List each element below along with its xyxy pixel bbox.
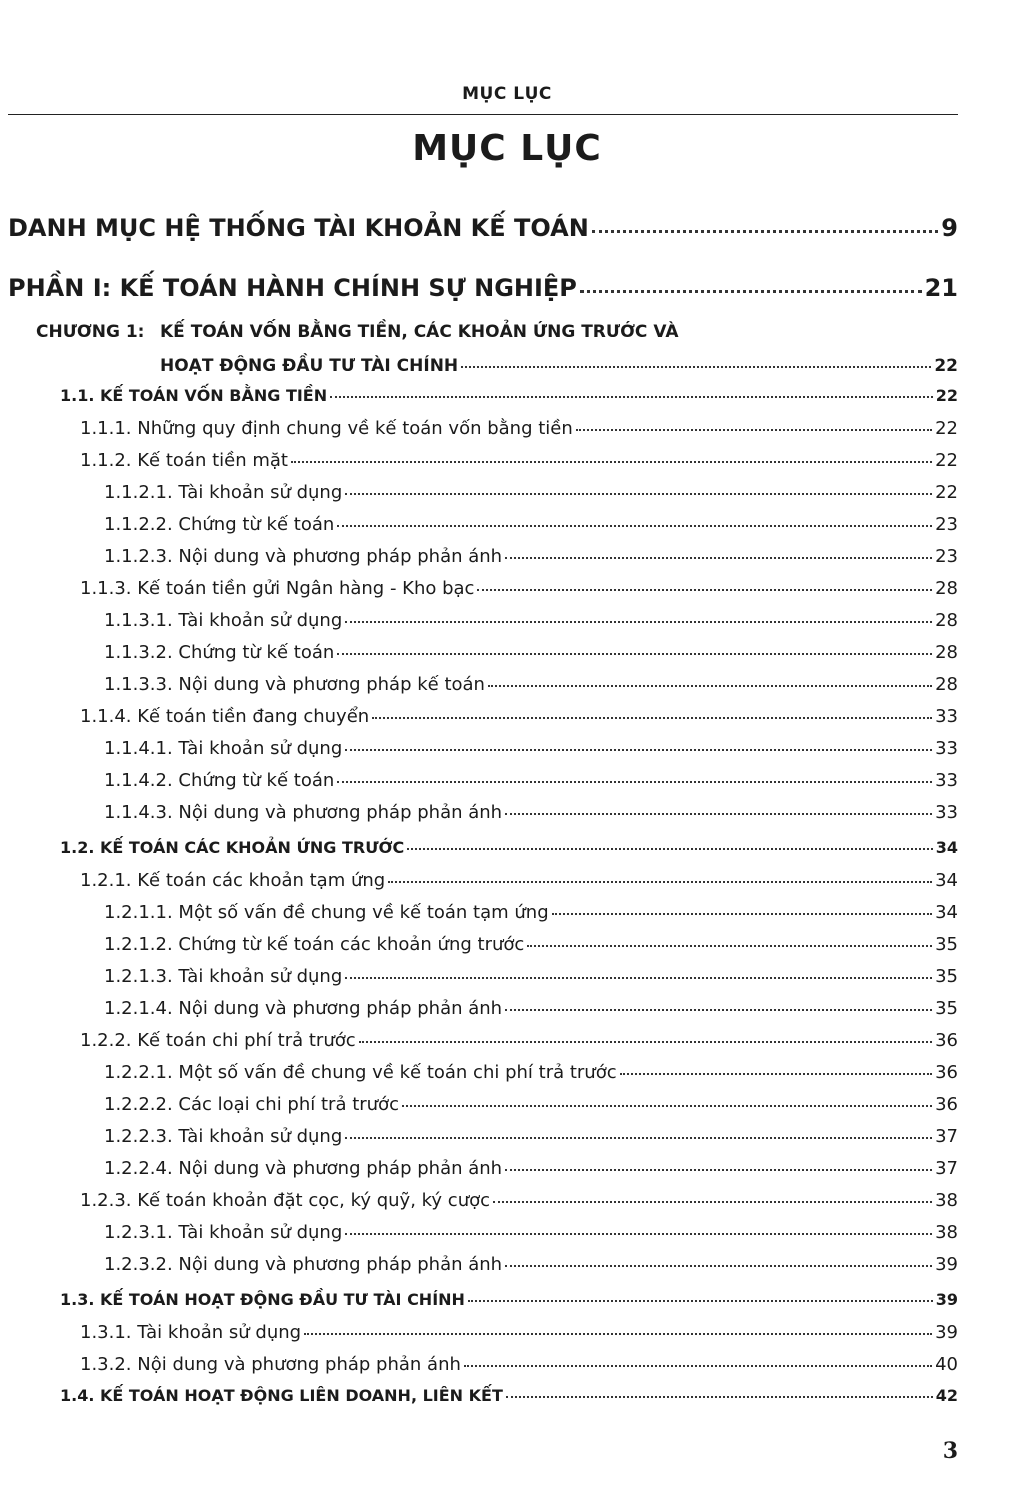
dot-leader — [576, 428, 932, 431]
toc-entry-page: 28 — [935, 578, 958, 599]
toc-entry-title: 1.2.3. Kế toán khoản đặt cọc, ký quỹ, ký cược — [80, 1190, 491, 1211]
toc-entry-page: 33 — [935, 802, 958, 823]
dot-leader — [345, 976, 932, 979]
toc-entry-page: 23 — [935, 514, 958, 535]
dot-leader — [359, 1040, 932, 1043]
toc-entry-page: 22 — [935, 386, 958, 405]
chapter-1-prefix: CHƯƠNG 1: — [36, 322, 145, 342]
toc-entry — [104, 610, 958, 631]
toc-entry — [104, 902, 958, 923]
dot-leader — [372, 716, 932, 719]
toc-entry-title: 1.1.3.3. Nội dung và phương pháp kế toán — [104, 674, 485, 695]
toc-entry — [80, 418, 958, 439]
toc-entry-page: 37 — [935, 1158, 958, 1179]
toc-entry — [104, 514, 958, 535]
toc-entry — [104, 934, 958, 955]
toc-entry-title: 1.1.4.1. Tài khoản sử dụng — [104, 738, 343, 759]
toc-entry-page: 28 — [935, 610, 958, 631]
dot-leader — [505, 1264, 932, 1267]
page-title: MỤC LỤC — [412, 128, 602, 169]
dot-leader — [592, 229, 938, 233]
toc-entry-title: 1.2.2.2. Các loại chi phí trả trước — [104, 1094, 399, 1115]
toc-entry-page: 22 — [935, 418, 958, 439]
toc-entry-title: 1.1.3.1. Tài khoản sử dụng — [104, 610, 343, 631]
chapter-1-page: 22 — [934, 356, 958, 376]
toc-entry-title: 1.2.1.2. Chứng từ kế toán các khoản ứng trước — [104, 934, 525, 955]
dot-leader — [505, 812, 932, 815]
toc-entry — [60, 838, 958, 857]
dot-leader — [477, 588, 932, 591]
toc-entry-page: 37 — [935, 1126, 958, 1147]
toc-entry-page: 22 — [935, 450, 958, 471]
toc-entry-page: 22 — [935, 482, 958, 503]
chapter-1-title-line1: KẾ TOÁN VỐN BẰNG TIỀN, CÁC KHOẢN ỨNG TRƯỚC VÀ — [160, 322, 679, 342]
toc-entry-page: 36 — [935, 1062, 958, 1083]
toc-entry-title: PHẦN I: KẾ TOÁN HÀNH CHÍNH SỰ NGHIỆP — [8, 274, 577, 302]
toc-entry-title: 1.3. KẾ TOÁN HOẠT ĐỘNG ĐẦU TƯ TÀI CHÍNH — [60, 1290, 465, 1309]
toc-entry-title: 1.1.2.2. Chứng từ kế toán — [104, 514, 335, 535]
toc-entry-page: 35 — [935, 966, 958, 987]
toc-entry — [60, 386, 958, 405]
toc-entry — [104, 966, 958, 987]
toc-entry-title: 1.1.2.1. Tài khoản sử dụng — [104, 482, 343, 503]
toc-entry — [104, 674, 958, 695]
toc-entry — [60, 1386, 958, 1405]
toc-entry-page: 33 — [935, 770, 958, 791]
toc-entry — [80, 578, 958, 599]
dot-leader — [345, 1232, 932, 1235]
toc-entry-title: 1.1. KẾ TOÁN VỐN BẰNG TIỀN — [60, 386, 328, 405]
toc-entry-page: 23 — [935, 546, 958, 567]
dot-leader — [464, 1364, 932, 1367]
toc-entry-title: DANH MỤC HỆ THỐNG TÀI KHOẢN KẾ TOÁN — [8, 214, 589, 242]
toc-entry-page: 38 — [935, 1222, 958, 1243]
toc-entry — [8, 274, 958, 302]
dot-leader — [304, 1332, 932, 1335]
dot-leader — [488, 684, 932, 687]
toc-entry-page: 33 — [935, 738, 958, 759]
toc-entry — [80, 706, 958, 727]
dot-leader — [552, 912, 932, 915]
toc-entry-title: 1.1.1. Những quy định chung về kế toán vốn bằng tiền — [80, 418, 573, 439]
toc-entry — [104, 802, 958, 823]
toc-entry-title: 1.2.1.3. Tài khoản sử dụng — [104, 966, 343, 987]
toc-entry — [80, 1190, 958, 1211]
dot-leader — [291, 460, 932, 463]
dot-leader — [337, 524, 932, 527]
dot-leader — [580, 289, 922, 293]
toc-entry-title: 1.1.4. Kế toán tiền đang chuyển — [80, 706, 370, 727]
toc-entry — [80, 1354, 958, 1375]
toc-entry-title: 1.3.2. Nội dung và phương pháp phản ánh — [80, 1354, 461, 1375]
toc-entry-page: 28 — [935, 674, 958, 695]
toc-entry — [104, 1062, 958, 1083]
dot-leader — [505, 1168, 932, 1171]
toc-entry — [104, 998, 958, 1019]
toc-entry-title: 1.2.1. Kế toán các khoản tạm ứng — [80, 870, 386, 891]
dot-leader — [337, 780, 932, 783]
toc-entry — [60, 1290, 958, 1309]
toc-entry-title: 1.2.1.1. Một số vấn đề chung về kế toán tạm ứng — [104, 902, 549, 923]
dot-leader — [620, 1072, 932, 1075]
dot-leader — [506, 1395, 933, 1398]
toc-entry-page: 39 — [935, 1290, 958, 1309]
toc-entry — [104, 770, 958, 791]
toc-entry — [104, 1158, 958, 1179]
toc-entry-title: 1.1.2.3. Nội dung và phương pháp phản ánh — [104, 546, 503, 567]
toc-entry — [104, 1094, 958, 1115]
toc-entry-page: 34 — [935, 902, 958, 923]
toc-entry — [104, 642, 958, 663]
toc-entry — [80, 870, 958, 891]
toc-entry-title: 1.2.1.4. Nội dung và phương pháp phản ánh — [104, 998, 503, 1019]
dot-leader — [345, 492, 932, 495]
toc-entry-page: 40 — [935, 1354, 958, 1375]
toc-entry-title: 1.2.2.3. Tài khoản sử dụng — [104, 1126, 343, 1147]
dot-leader — [388, 880, 932, 883]
dot-leader — [493, 1200, 932, 1203]
running-head: MỤC LỤC — [462, 84, 552, 104]
toc-entry-title: 1.2.3.2. Nội dung và phương pháp phản ánh — [104, 1254, 503, 1275]
toc-entry-page: 35 — [935, 998, 958, 1019]
chapter-1-title-line2: HOẠT ĐỘNG ĐẦU TƯ TÀI CHÍNH — [160, 356, 459, 376]
dot-leader — [527, 944, 932, 947]
toc-entry-title: 1.4. KẾ TOÁN HOẠT ĐỘNG LIÊN DOANH, LIÊN KẾT — [60, 1386, 503, 1405]
toc-entry-page: 36 — [935, 1094, 958, 1115]
toc-entry-page: 39 — [935, 1322, 958, 1343]
toc-entry — [104, 738, 958, 759]
toc-entry-page: 39 — [935, 1254, 958, 1275]
toc-entry-page: 34 — [935, 870, 958, 891]
toc-entry-title: 1.2. KẾ TOÁN CÁC KHOẢN ỨNG TRƯỚC — [60, 838, 405, 857]
toc-entry — [104, 1126, 958, 1147]
toc-entry-title: 1.2.2.4. Nội dung và phương pháp phản ánh — [104, 1158, 503, 1179]
toc-entry-page: 34 — [935, 838, 958, 857]
dot-leader — [468, 1299, 933, 1302]
toc-entry-page: 28 — [935, 642, 958, 663]
toc-entry-page: 33 — [935, 706, 958, 727]
toc-entry — [104, 1254, 958, 1275]
toc-entry-title: 1.2.2.1. Một số vấn đề chung về kế toán chi phí trả trước — [104, 1062, 617, 1083]
dot-leader — [337, 652, 932, 655]
toc-entry-title: 1.1.3. Kế toán tiền gửi Ngân hàng - Kho bạc — [80, 578, 475, 599]
page-number: 3 — [942, 1438, 958, 1464]
dot-leader — [345, 748, 932, 751]
dot-leader — [407, 847, 932, 850]
toc-entry — [8, 214, 958, 242]
toc-entry — [104, 1222, 958, 1243]
toc-entry-title: 1.1.2. Kế toán tiền mặt — [80, 450, 288, 471]
toc-entry-page: 36 — [935, 1030, 958, 1051]
toc-entry-title: 1.2.3.1. Tài khoản sử dụng — [104, 1222, 343, 1243]
toc-entry — [104, 482, 958, 503]
toc-entry-page: 9 — [941, 214, 958, 242]
toc-entry-page: 42 — [935, 1386, 958, 1405]
toc-entry-page: 21 — [924, 274, 958, 302]
dot-leader — [345, 620, 932, 623]
toc-entry — [80, 450, 958, 471]
dot-leader — [330, 395, 933, 398]
dot-leader — [505, 1008, 932, 1011]
toc-entry — [104, 546, 958, 567]
toc-entry — [80, 1030, 958, 1051]
toc-entry — [80, 1322, 958, 1343]
toc-entry-page: 38 — [935, 1190, 958, 1211]
dot-leader — [402, 1104, 932, 1107]
toc-entry-title: 1.3.1. Tài khoản sử dụng — [80, 1322, 302, 1343]
dot-leader — [505, 556, 932, 559]
toc-entry-page: 35 — [935, 934, 958, 955]
dot-leader — [345, 1136, 932, 1139]
toc-entry-title: 1.1.4.3. Nội dung và phương pháp phản ánh — [104, 802, 503, 823]
toc-entry-title: 1.1.4.2. Chứng từ kế toán — [104, 770, 335, 791]
toc-entry-title: 1.2.2. Kế toán chi phí trả trước — [80, 1030, 356, 1051]
toc-entry-title: 1.1.3.2. Chứng từ kế toán — [104, 642, 335, 663]
